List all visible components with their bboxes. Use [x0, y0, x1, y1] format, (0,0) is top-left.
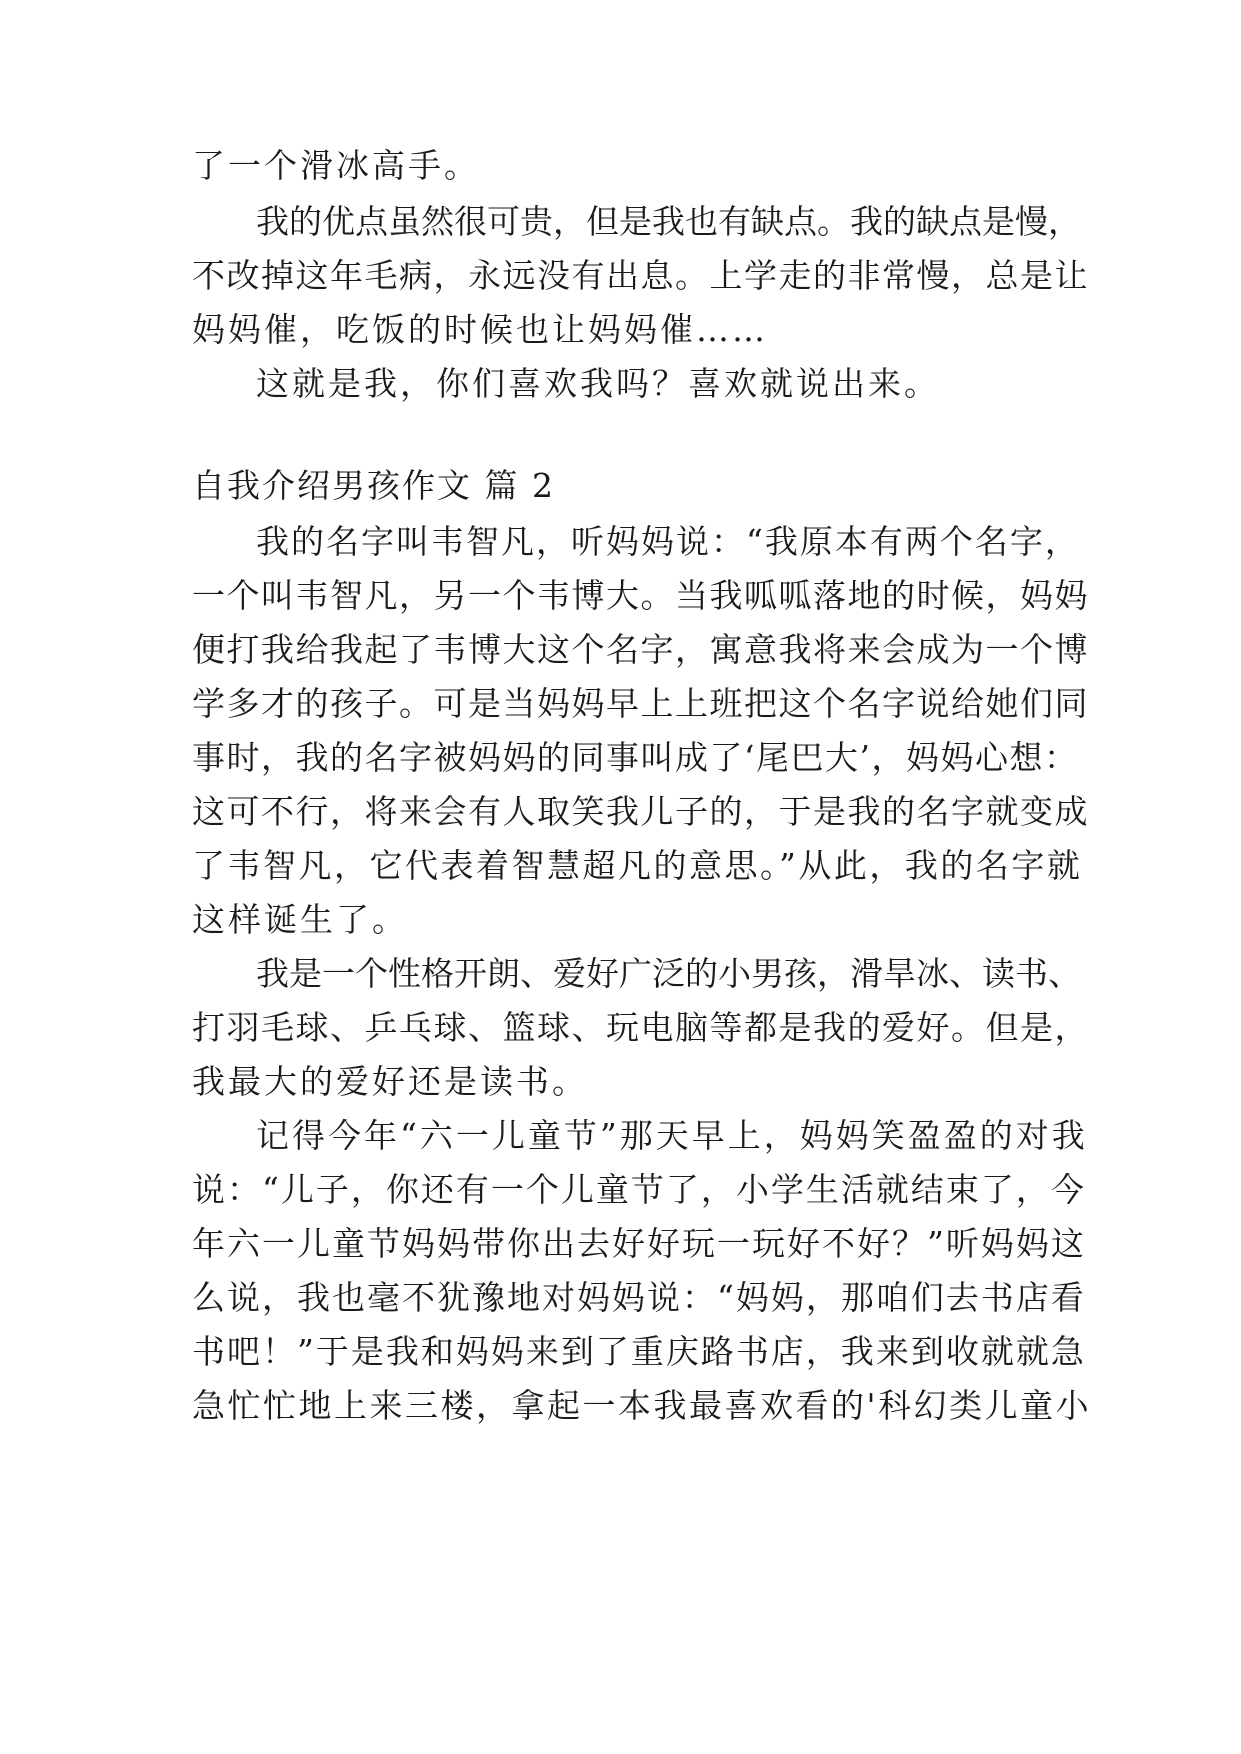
text-line: 这就是我，你们喜欢我吗？喜欢就说出来。 [256, 364, 940, 403]
text-line: 一个叫韦智凡，另一个韦博大。当我呱呱落地的时候，妈妈 [192, 576, 1089, 615]
text-line: 我的优点虽然很可贵，但是我也有缺点。我的缺点是慢， [256, 202, 1081, 241]
text-line: 了韦智凡，它代表着智慧超凡的意思。”从此，我的名字就 [192, 846, 1083, 885]
text-line: 书吧！”于是我和妈妈来到了重庆路书店，我来到收就就急 [192, 1332, 1086, 1371]
text-line: 急忙忙地上来三楼，拿起一本我最喜欢看的'科幻类儿童小 [192, 1386, 1092, 1425]
text-line: 不改掉这年毛病，永远没有出息。上学走的非常慢，总是让 [192, 256, 1089, 295]
text-line: 妈妈催，吃饭的时候也让妈妈催…… [192, 310, 768, 349]
text-line: 我是一个性格开朗、爱好广泛的小男孩，滑旱冰、读书、 [256, 954, 1081, 993]
text-line: 年六一儿童节妈妈带你出去好好玩一玩好不好？”听妈妈这 [192, 1224, 1086, 1263]
text-line: 记得今年“六一儿童节”那天早上，妈妈笑盈盈的对我 [256, 1116, 1088, 1155]
text-line: 说：“儿子，你还有一个儿童节了，小学生活就结束了，今 [192, 1170, 1086, 1209]
text-line: 打羽毛球、乒乓球、篮球、玩电脑等都是我的爱好。但是， [192, 1008, 1089, 1047]
text-line: 我最大的爱好还是读书。 [192, 1062, 588, 1101]
text-line: 这样诞生了。 [192, 900, 408, 939]
text-line: 学多才的孩子。可是当妈妈早上上班把这个名字说给她们同 [192, 684, 1089, 723]
section-heading: 自我介绍男孩作文 篇 2 [192, 466, 555, 505]
text-line: 事时，我的名字被妈妈的同事叫成了‘尾巴大’，妈妈心想： [192, 738, 1079, 777]
text-line: 我的名字叫韦智凡，听妈妈说：“我原本有两个名字， [256, 522, 1080, 561]
text-line: 了一个滑冰高手。 [192, 146, 480, 185]
text-line: 便打我给我起了韦博大这个名字，寓意我将来会成为一个博 [192, 630, 1089, 669]
text-line: 么说，我也毫不犹豫地对妈妈说：“妈妈，那咱们去书店看 [192, 1278, 1086, 1317]
text-line: 这可不行，将来会有人取笑我儿子的，于是我的名字就变成 [192, 792, 1089, 831]
